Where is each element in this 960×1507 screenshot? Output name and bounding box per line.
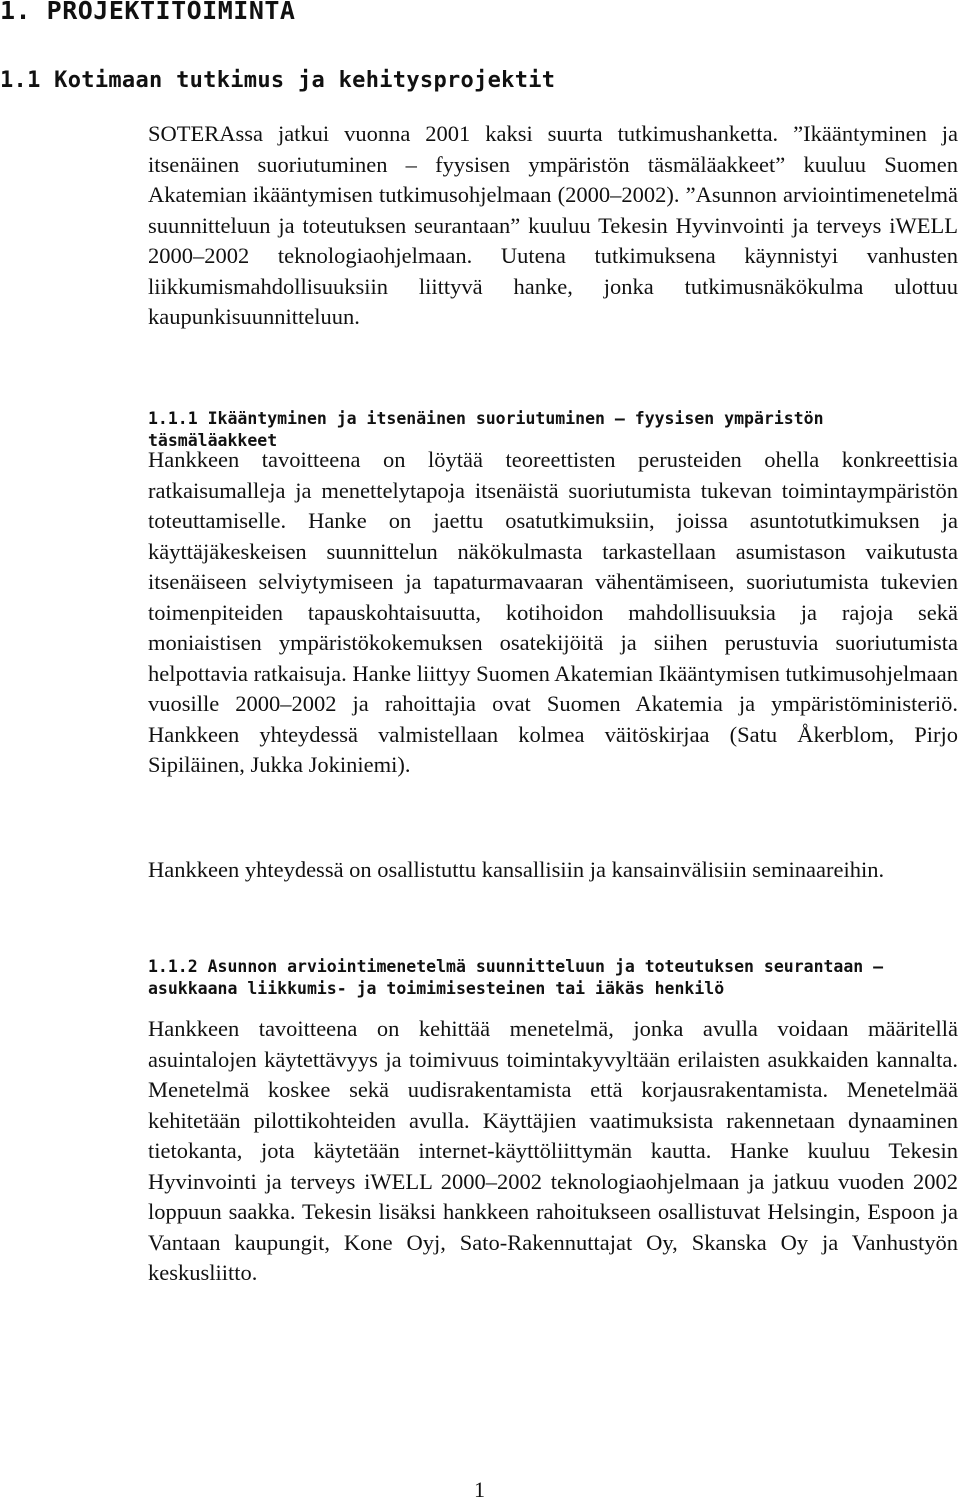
subsection-heading-1-1-2: 1.1.2 Asunnon arviointimenetelmä suunnitteluun ja toteutuksen seurantaan – asukkaana liikkumis- ja toimimisesteinen tai iäkäs henkilö xyxy=(148,957,884,998)
chapter-heading: 1. PROJEKTITOIMINTA xyxy=(0,0,296,25)
subsection-1-1-2-paragraph-1: Hankkeen tavoitteena on kehittää menetelmä, jonka avulla voidaan määritellä asuintalojen käytettävyys ja toimivuus toimintakyvyltään erilaisten asukkaiden kannalta. Menetelmä koskee sekä uudisrakentamista että korjausrakentamista. Menetelmää kehitetään pilottikohteiden avulla. Käyttäjien vaatimuksista rakennetaan dynaaminen tietokanta, jota käytetään internet-käyttöliittymän kautta. Hanke kuuluu Tekesin Hyvinvointi ja terveys iWELL 2000–2002 teknologiaohjelmaan ja jatkuu vuoden 2002 loppuun saakka. Tekesin lisäksi hankkeen rahoitukseen osallistuvat Helsingin, Espoon ja Vantaan kaupungit, Kone Oyj, Sato-Rakennuttajat Oy, Skanska Oy ja Vanhustyön keskusliitto. xyxy=(148,1016,958,1285)
page-number: 1 xyxy=(474,1477,485,1502)
subsection-heading-1-1-1: 1.1.1 Ikääntyminen ja itsenäinen suoriutuminen – fyysisen ympäristön täsmäläakkeet xyxy=(148,409,824,450)
intro-paragraph: SOTERAssa jatkui vuonna 2001 kaksi suurta tutkimushanketta. ”Ikääntyminen ja itsenäinen suoriutuminen – fyysisen ympäristön täsmäläakkeet” kuuluu Suomen Akatemian ikääntymisen tutkimusohjelmaan (2000–2002). ”Asunnon arviointimenetelmä suunnitteluun ja toteutuksen seurantaan” kuuluu Tekesin Hyvinvointi ja terveys iWELL 2000–2002 teknologiaohjelmaan. Uutena tutkimuksena käynnistyi vanhusten liikkumismahdollisuuksiin liittyvä hanke, jonka tutkimusnäkökulma ulottuu kaupunkisuunnitteluun. xyxy=(148,121,958,329)
subsection-1-1-1-paragraph-2: Hankkeen yhteydessä on osallistuttu kansallisiin ja kansainvälisiin seminaareihin. xyxy=(148,857,885,882)
subsection-1-1-1-paragraph-1: Hankkeen tavoitteena on löytää teoreettisten perusteiden ohella konkreettisia ratkaisumalleja ja menettelytapoja itsenäistä suoriutumista tukevan toimintaympäristön toteuttamiselle. Hanke on jaettu osatutkimuksiin, joissa asuntotutkimuksen ja käyttäjäkeskeisen suunnittelun näkökulmasta tarkastellaan asumistason vaikutusta itsenäiseen selviytymiseen ja tapaturmavaaran vähentämiseen, suoriutumista tukevien toimenpiteiden tapauskohtaisuutta, kotihoidon mahdollisuuksia ja rajoja sekä moniaistisen ympäristökokemuksen osatekijöitä ja siihen perustuvia suoriutumista helpottavia ratkaisuja. Hanke liittyy Suomen Akatemian Ikääntymisen tutkimusohjelmaan vuosille 2000–2002 ja rahoittajia ovat Suomen Akatemia ja ympäristöministeriö. Hankkeen yhteydessä valmistellaan kolmea väitöskirjaa (Satu Åkerblom, Pirjo Sipiläinen, Jukka Jokiniemi). xyxy=(148,447,958,777)
section-heading: 1.1 Kotimaan tutkimus ja kehitysprojektit xyxy=(0,68,556,93)
